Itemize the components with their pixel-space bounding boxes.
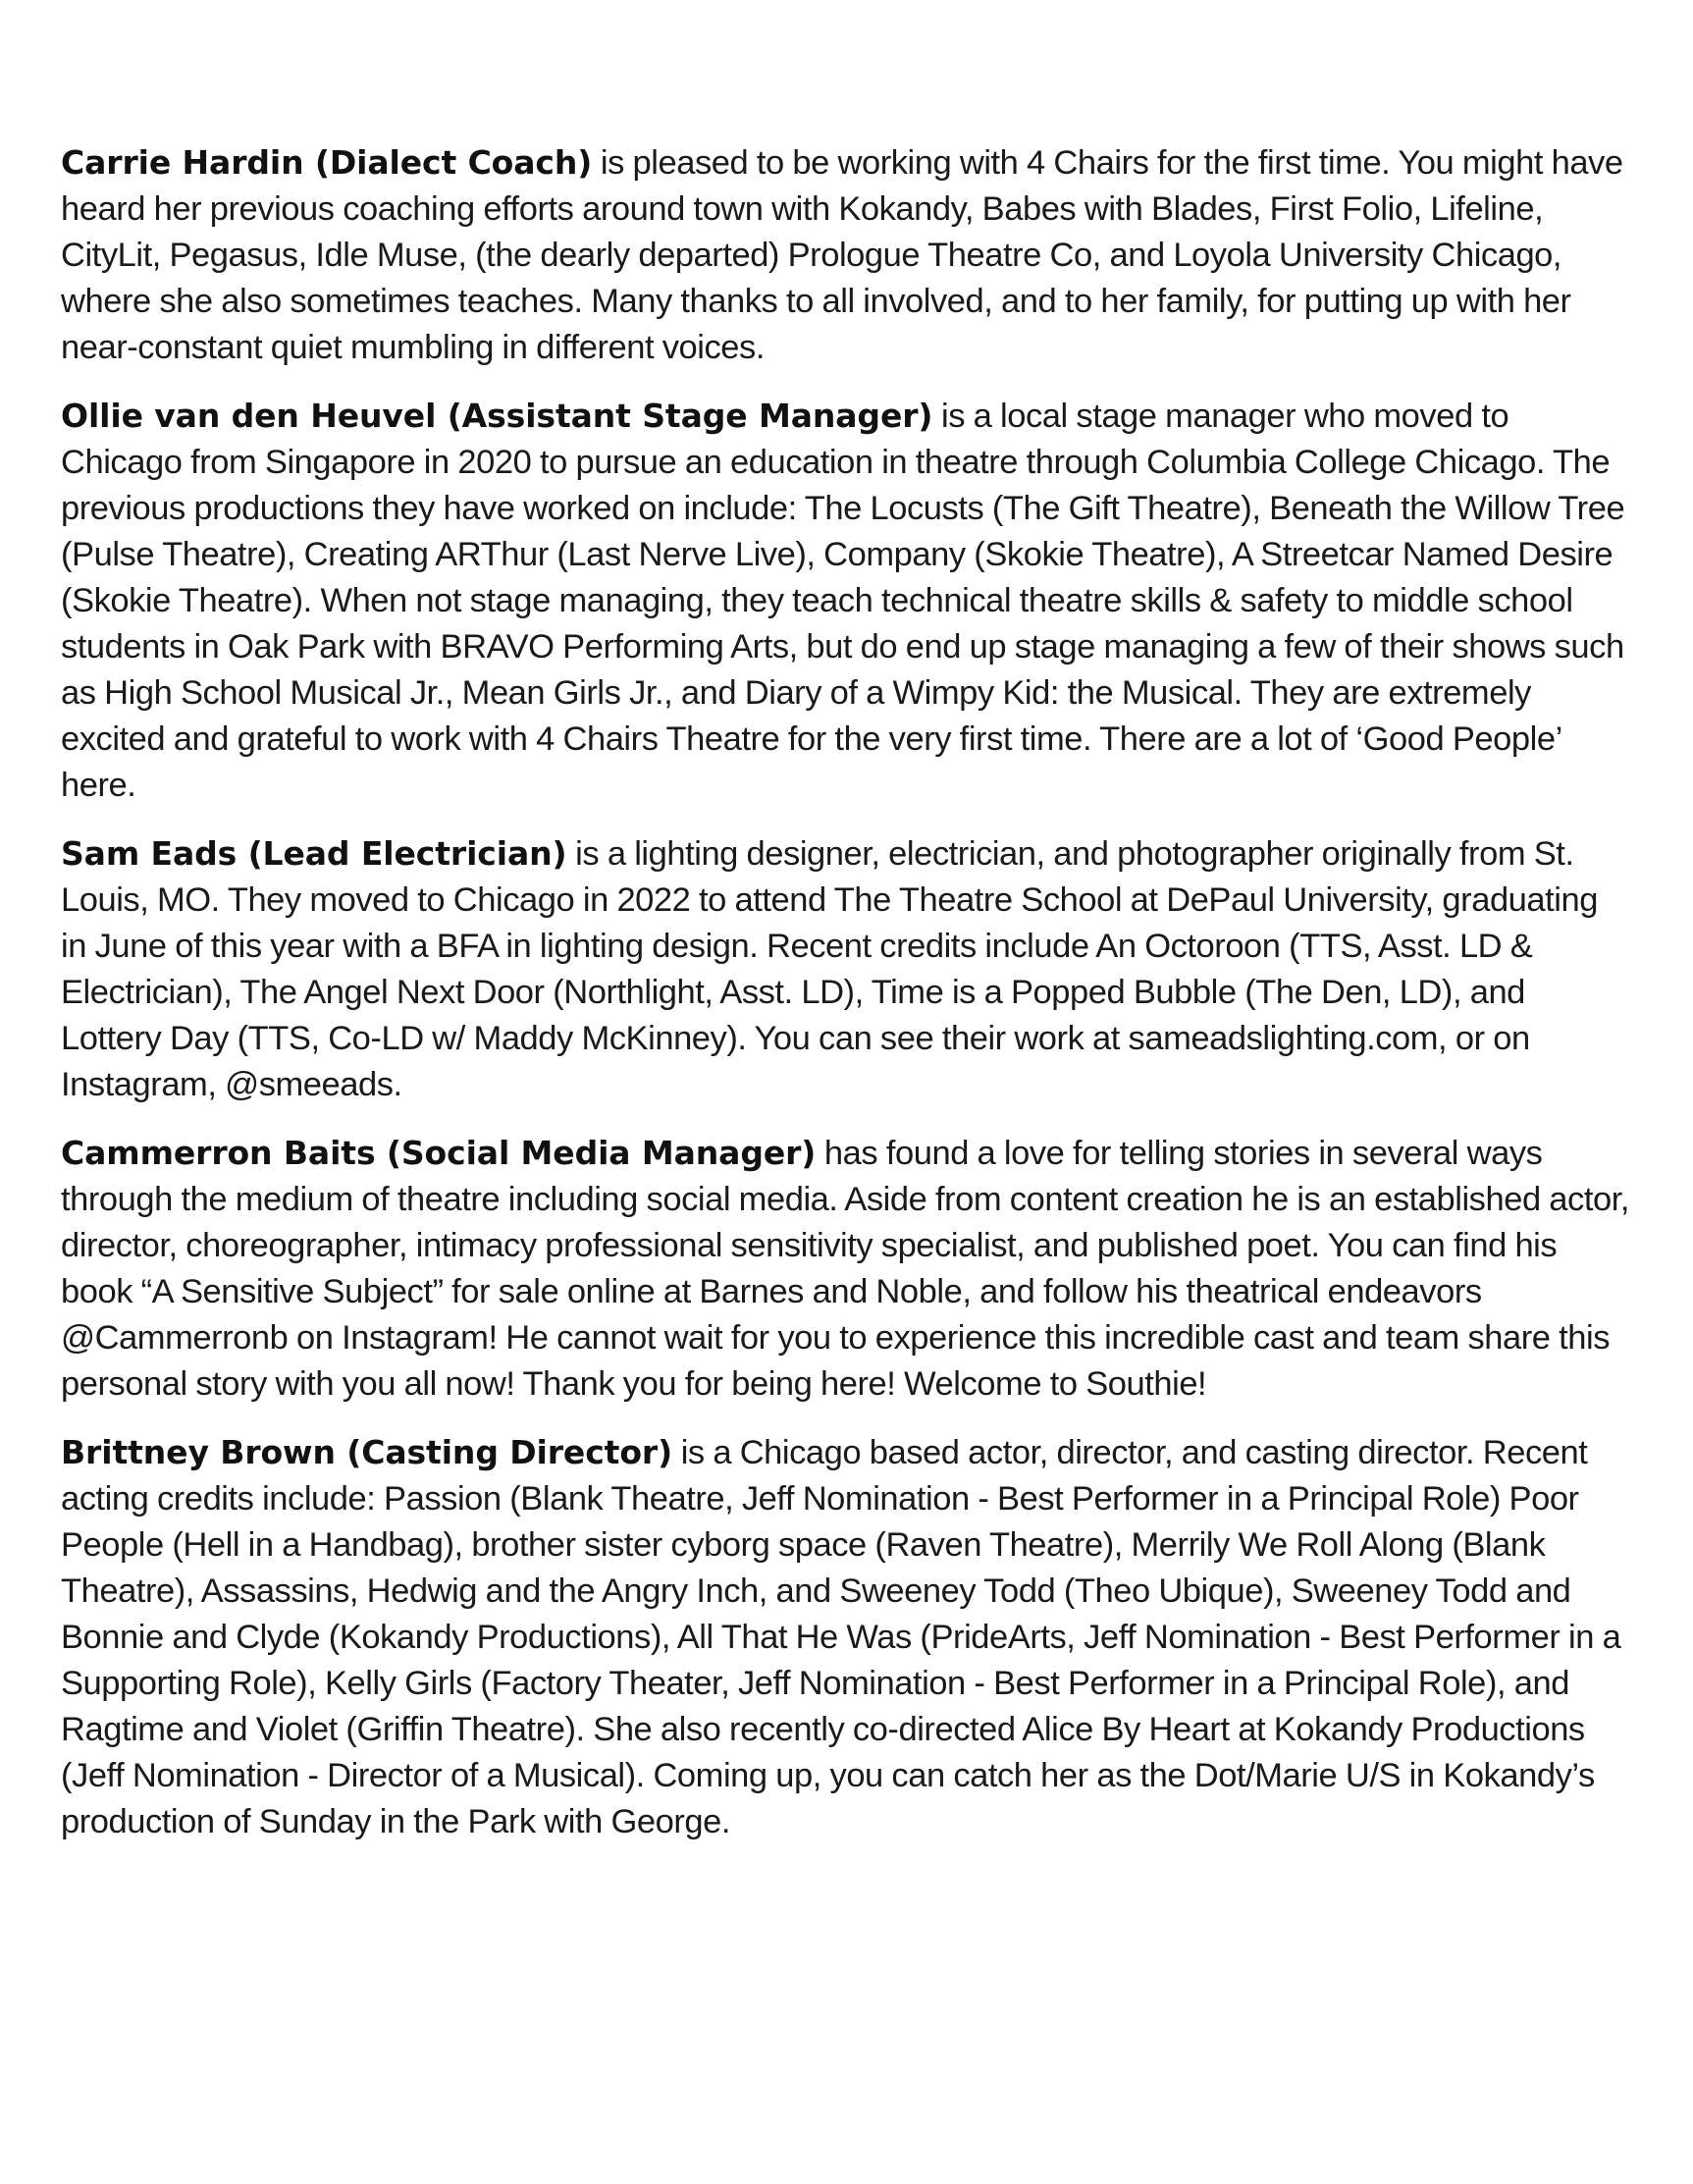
- bio-name: Brittney Brown (Casting Director): [61, 1433, 673, 1471]
- bio-name: Sam Eads (Lead Electrician): [61, 834, 567, 873]
- bio-carrie-hardin: [61, 139, 1631, 371]
- bio-ollie-van-den-heuvel: [61, 393, 1631, 809]
- bio-name: Cammerron Baits (Social Media Manager): [61, 1134, 817, 1172]
- bios-page: [61, 139, 1631, 1867]
- bio-cammerron-baits: [61, 1130, 1631, 1408]
- bio-name: Carrie Hardin (Dialect Coach): [61, 143, 593, 182]
- bio-text: is a lighting designer, electrician, and photographer originally from St. Louis, MO. They moved to Chicago in 2022 to attend The Theatre School at DePaul University, graduating in June of this year with a BFA in lighting design. Recent credits include An Octoroon (TTS, Asst. LD & Electrician), The Angel Next Door (Northlight, Asst. LD), Time is a Popped Bubble (The Den, LD), and Lottery Day (TTS, Co-LD w/ Maddy McKinney). You can see their work at sameadslighting.com, or on Instagram, @smeeads.: [61, 835, 1598, 1103]
- bio-sam-eads: [61, 830, 1631, 1108]
- bio-text: is a local stage manager who moved to Chicago from Singapore in 2020 to pursue an education in theatre through Columbia College Chicago. The previous productions they have worked on include: The Locusts (The Gift Theatre), Beneath the Willow Tree (Pulse Theatre), Creating ARThur (Last Nerve Live), Company (Skokie Theatre), A Streetcar Named Desire (Skokie Theatre). When not stage managing, they teach technical theatre skills & safety to middle school students in Oak Park with BRAVO Performing Arts, but do end up stage managing a few of their shows such as High School Musical Jr., Mean Girls Jr., and Diary of a Wimpy Kid: the Musical. They are extremely excited and grateful to work with 4 Chairs Theatre for the very first time. There are a lot of ‘Good People’ here.: [61, 398, 1625, 804]
- bio-name: Ollie van den Heuvel (Assistant Stage Manager): [61, 397, 933, 435]
- bio-text: is pleased to be working with 4 Chairs for the first time. You might have heard her previous coaching efforts around town with Kokandy, Babes with Blades, First Folio, Lifeline, CityLit, Pegasus, Idle Muse, (the dearly departed) Prologue Theatre Co, and Loyola University Chicago, where she also sometimes teaches. Many thanks to all involved, and to her family, for putting up with her near-constant quiet mumbling in different voices.: [61, 144, 1623, 366]
- bio-text: is a Chicago based actor, director, and casting director. Recent acting credits include: Passion (Blank Theatre, Jeff Nomination - Best Performer in a Principal Role) Poor People (Hell in a Handbag), brother sister cyborg space (Raven Theatre), Merrily We Roll Along (Blank Theatre), Assassins, Hedwig and the Angry Inch, and Sweeney Todd (Theo Ubique), Sweeney Todd and Bonnie and Clyde (Kokandy Productions), All That He Was (PrideArts, Jeff Nomination - Best Performer in a Supporting Role), Kelly Girls (Factory Theater, Jeff Nomination - Best Performer in a Principal Role), and Ragtime and Violet (Griffin Theatre). She also recently co-directed Alice By Heart at Kokandy Productions (Jeff Nomination - Director of a Musical). Coming up, you can catch her as the Dot/Marie U/S in Kokandy’s production of Sunday in the Park with George.: [61, 1434, 1621, 1840]
- bio-text: has found a love for telling stories in several ways through the medium of theatre including social media. Aside from content creation he is an established actor, director, choreographer, intimacy professional sensitivity specialist, and published poet. You can find his book “A Sensitive Subject” for sale online at Barnes and Noble, and follow his theatrical endeavors @Cammerronb on Instagram! He cannot wait for you to experience this incredible cast and team share this personal story with you all now! Thank you for being here! Welcome to Southie!: [61, 1135, 1629, 1403]
- bio-brittney-brown: [61, 1429, 1631, 1845]
